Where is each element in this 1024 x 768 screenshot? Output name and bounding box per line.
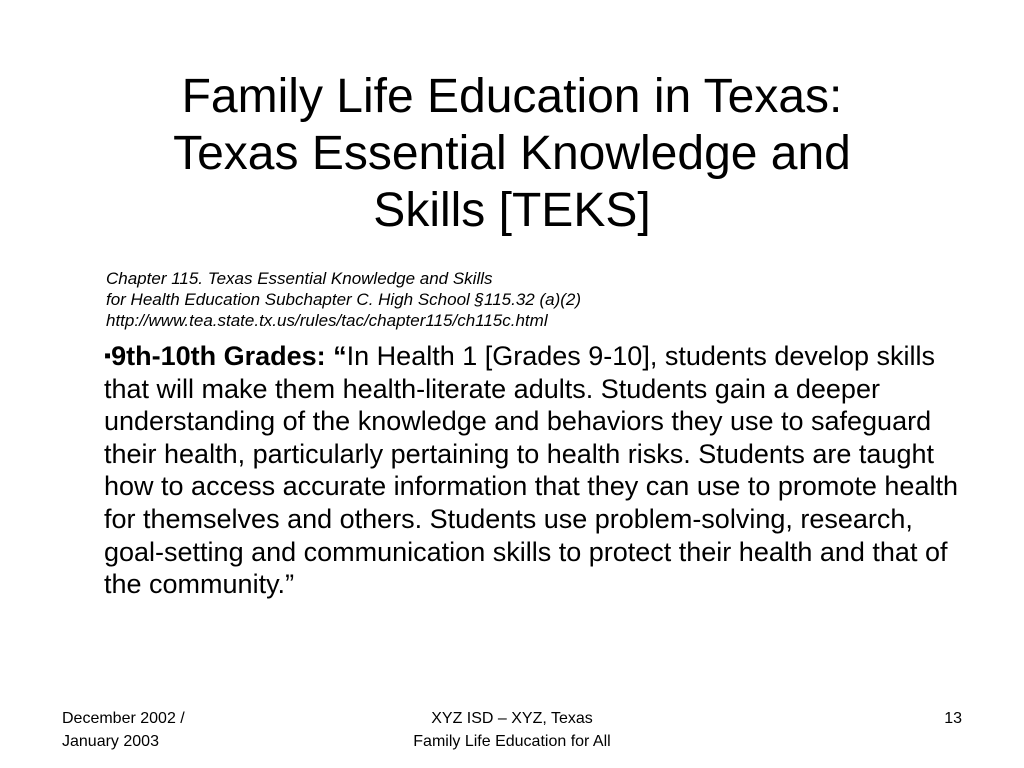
bullet-lead: 9th-10th Grades: “ (111, 341, 347, 371)
footer-center-line: XYZ ISD – XYZ, Texas (431, 710, 593, 727)
bullet-text: In Health 1 [Grades 9-10], students develop skills that will make them health-literate adults. Students gain a deeper understanding of the knowledge and behaviors they use to safeguard their health, particularly pertaining to health risks. Students are taught how to access accurate information that they can use to promote health for themselves and others. Students use problem-solving, research, goal-setting and communication skills to protect their health and that of the community.” (104, 341, 958, 600)
page-number: 13 (944, 710, 962, 727)
title-line: Skills [TEKS] (373, 184, 651, 237)
citation-url: http://www.tea.state.tx.us/rules/tac/chapter115/ch115c.html (106, 311, 548, 330)
footer-center (362, 707, 662, 753)
citation-line: for Health Education Subchapter C. High School §115.32 (a)(2) (106, 290, 582, 309)
slide-title (60, 68, 964, 239)
source-citation (106, 268, 966, 331)
footer-date (62, 707, 185, 753)
bullet-paragraph (104, 340, 964, 601)
footer-date-line: December 2002 / (62, 710, 185, 727)
square-bullet-icon: ▪ (104, 345, 112, 367)
title-line: Texas Essential Knowledge and (173, 127, 851, 180)
footer-date-line: January 2003 (62, 733, 159, 750)
title-line: Family Life Education in Texas: (181, 70, 843, 123)
footer-center-line: Family Life Education for All (413, 733, 611, 750)
citation-line: Chapter 115. Texas Essential Knowledge and Skills (106, 269, 493, 288)
